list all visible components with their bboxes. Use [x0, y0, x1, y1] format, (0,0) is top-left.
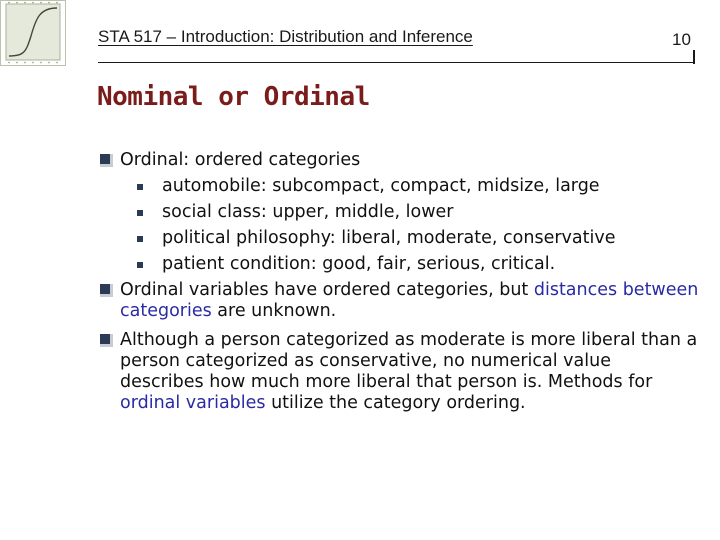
- bullet-text: [120, 280, 699, 322]
- list-item: [135, 228, 699, 249]
- cdf-curve-logo-icon: [0, 0, 66, 66]
- list-item-text: political philosophy: liberal, moderate, conservative: [162, 228, 616, 248]
- list-item: [135, 202, 699, 223]
- bullet-ordinal-definition: [99, 150, 699, 171]
- page-number: 10: [672, 30, 691, 49]
- highlight-distances-between-categories: distances between categories: [120, 280, 699, 321]
- highlight-ordinal-variables: ordinal variables: [120, 393, 266, 413]
- bullet-ordinal-distances: [99, 280, 699, 322]
- bullet-text-part: utilize the category ordering.: [265, 393, 526, 413]
- bullet-text-part: are unknown.: [211, 301, 337, 321]
- header-divider: [98, 62, 694, 63]
- q-box-bullet-icon: [100, 284, 113, 297]
- slide-content: [99, 150, 699, 414]
- slide-title: Nominal or Ordinal: [97, 82, 370, 112]
- ordinal-examples-list: [135, 176, 699, 275]
- list-item: [135, 176, 699, 197]
- header-divider-tick: [693, 50, 695, 64]
- q-box-bullet-icon: [100, 334, 113, 347]
- list-item-text: social class: upper, middle, lower: [162, 202, 454, 222]
- header-title: STA 517 – Introduction: Distribution and Inference: [98, 27, 473, 46]
- bullet-text-part: Ordinal variables have ordered categories, but: [120, 280, 534, 300]
- bullet-text: [120, 330, 699, 414]
- square-bullet-icon: [137, 184, 143, 190]
- bullet-ordinal-methods: [99, 330, 699, 414]
- list-item-text: patient condition: good, fair, serious, critical.: [162, 254, 556, 274]
- square-bullet-icon: [137, 262, 143, 268]
- bullet-text-part: Although a person categorized as moderate is more liberal than a person categorized as conservative, no numerical value describes how much more liberal that person is. Methods for: [120, 330, 698, 392]
- square-bullet-icon: [137, 236, 143, 242]
- square-bullet-icon: [137, 210, 143, 216]
- q-box-bullet-icon: [100, 154, 113, 167]
- list-item: [135, 254, 699, 275]
- bullet-text: Ordinal: ordered categories: [120, 150, 361, 170]
- list-item-text: automobile: subcompact, compact, midsize, large: [162, 176, 600, 196]
